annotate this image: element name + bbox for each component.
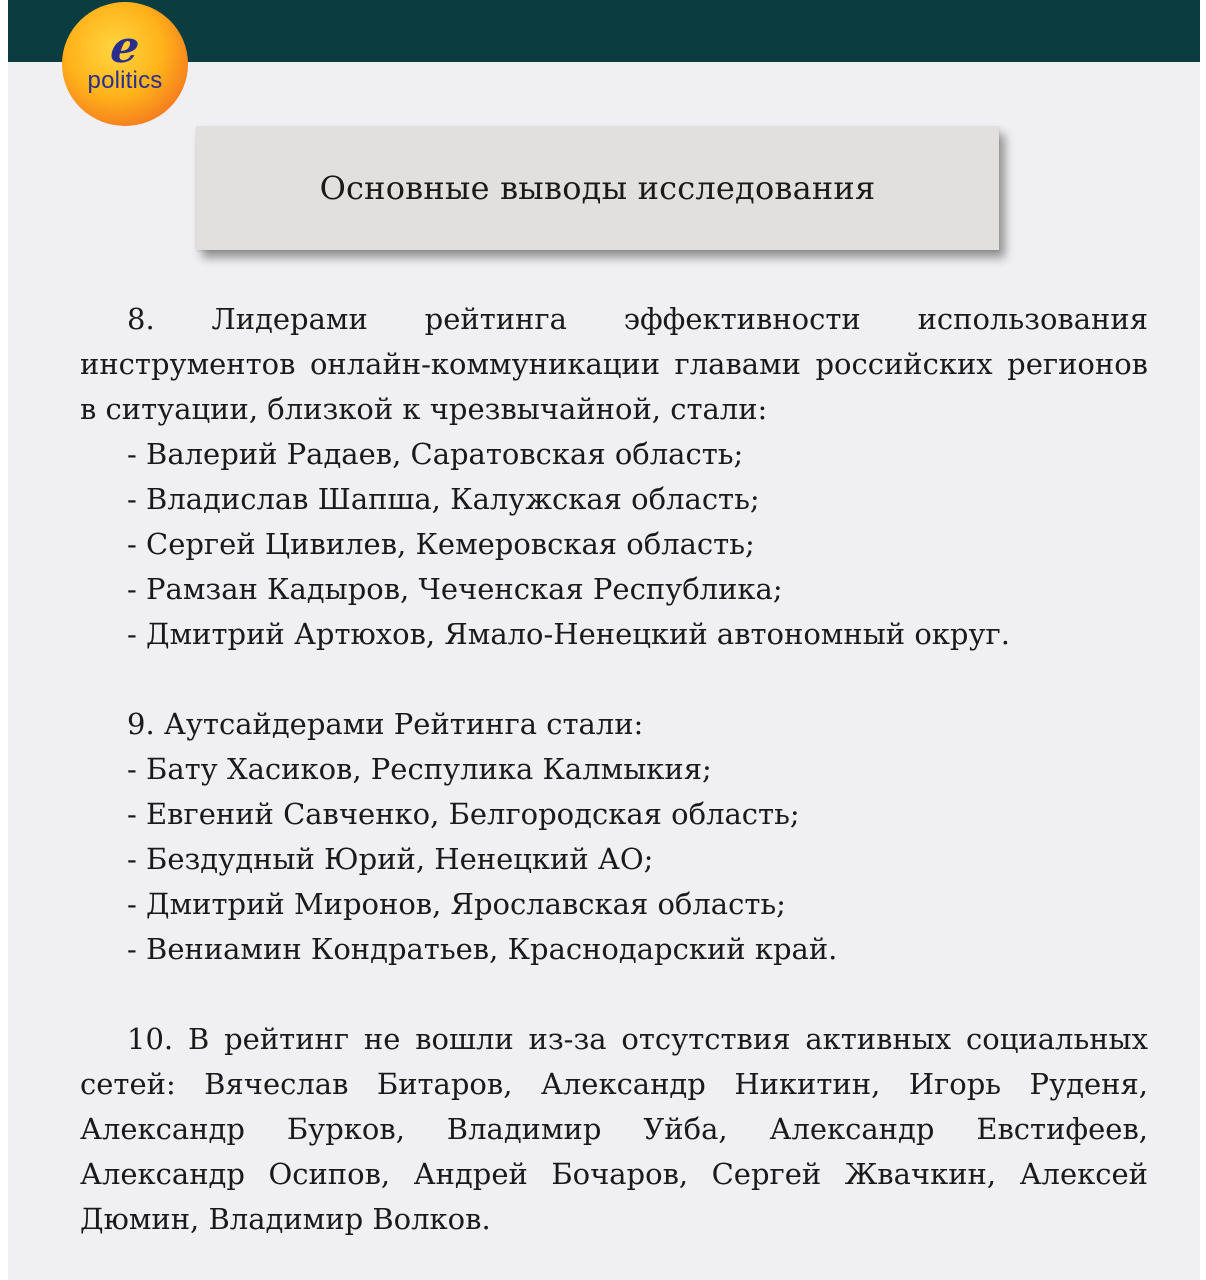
leader-item: - Сергей Цивилев, Кемеровская область; <box>127 527 755 561</box>
logo-word: politics <box>87 67 163 94</box>
outsider-item: - Бату Хасиков, Респулика Калмыкия; <box>127 752 712 786</box>
spacer <box>80 972 1148 1017</box>
leader-item: - Владислав Шапша, Калужская область; <box>127 482 760 516</box>
leader-item: - Рамзан Кадыров, Чеченская Республика; <box>127 572 783 606</box>
outsider-item: - Дмитрий Миронов, Ярославская область; <box>127 887 786 921</box>
outsider-item: - Бездудный Юрий, Ненецкий АО; <box>127 842 654 876</box>
epolitics-logo <box>62 2 188 126</box>
leader-item: - Дмитрий Артюхов, Ямало-Ненецкий автономный округ. <box>127 617 1010 651</box>
section-9-intro: 9. Аутсайдерами Рейтинга стали: <box>127 707 644 741</box>
outsider-item: - Евгений Савченко, Белгородская область; <box>127 797 800 831</box>
logo-letter: e <box>107 22 143 73</box>
section-10-text: 10. В рейтинг не вошли из-за отсутствия активных социальных сетей: Вячеслав Битаров, Александр Никитин, Игорь Руденя, Александр Бурков, Владимир Уйба, Александр Евстифеев, Александр Осипов, Андрей Бочаров, Сергей Жвачкин, Алексей Дюмин, Владимир Волков. <box>80 1022 1148 1236</box>
page-title: Основные выводы исследования <box>319 169 876 207</box>
section-8-intro: 8. Лидерами рейтинга эффективности использования инструментов онлайн-коммуникации главами российских регионов в ситуации, близкой к чрезвычайной, стали: <box>80 302 1148 426</box>
title-box <box>196 126 999 250</box>
leader-item: - Валерий Радаев, Саратовская область; <box>127 437 744 471</box>
spacer <box>80 657 1148 702</box>
content-body <box>80 297 1148 1242</box>
outsider-item: - Вениамин Кондратьев, Краснодарский край. <box>127 932 838 966</box>
document-page <box>8 0 1200 1280</box>
